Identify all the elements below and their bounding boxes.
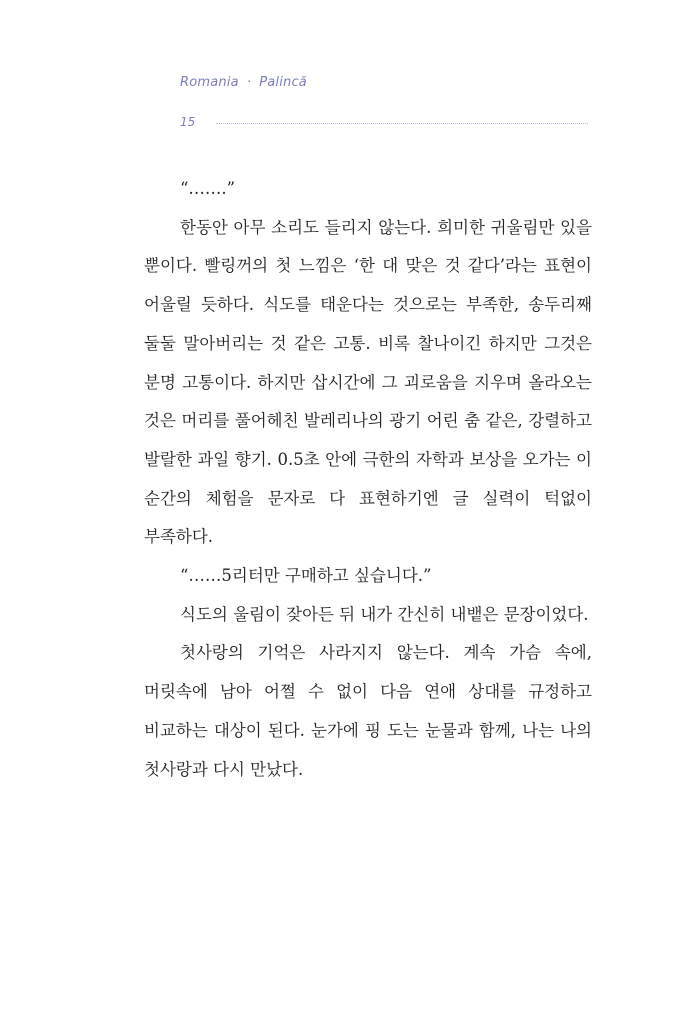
paragraph: “…….” <box>180 179 236 198</box>
paragraph: “……5리터만 구매하고 싶습니다.” <box>180 566 432 586</box>
paragraph: 첫사랑의 기억은 사라지지 않는다. 계속 가슴 속에, 머릿속에 남아 어쩔 수 없이 다음 연애 상대를 규정하고 비교하는 대상이 된다. 눈가에 핑 도는 눈물과 함께, 나는 나의 첫사랑과 다시 만났다. <box>144 643 592 779</box>
running-head-separator: · <box>246 75 252 90</box>
paragraph: 식도의 울림이 잦아든 뒤 내가 간신히 내뱉은 문장이었다. <box>180 604 589 624</box>
body-text <box>144 170 592 789</box>
page-number: 15 <box>180 115 196 129</box>
dotted-rule <box>216 123 588 124</box>
running-head <box>180 75 307 90</box>
folio-row <box>180 115 588 133</box>
paragraph: 한동안 아무 소리도 들리지 않는다. 희미한 귀울림만 있을 뿐이다. 빨링꺼의 첫 느낌은 ‘한 대 맞은 것 같다’라는 표현이 어울릴 듯하다. 식도를 태운다는 것으로는 부족한, 송두리째 둘둘 말아버리는 것 같은 고통. 비록 찰나이긴 하지만 그것은 분명 고통이다. 하지만 삽시간에 그 괴로움을 지우며 올라오는 것은 머리를 풀어헤친 발레리나의 광기 어린 춤 같은, 강렬하고 발랄한 과일 향기. 0.5초 안에 극한의 자학과 보상을 오가는 이 순간의 체험을 문자로 다 표현하기엔 글 실력이 턱없이 부족하다. <box>144 217 592 547</box>
running-head-country: Romania <box>180 75 239 90</box>
running-head-title: Palincă <box>259 75 307 90</box>
